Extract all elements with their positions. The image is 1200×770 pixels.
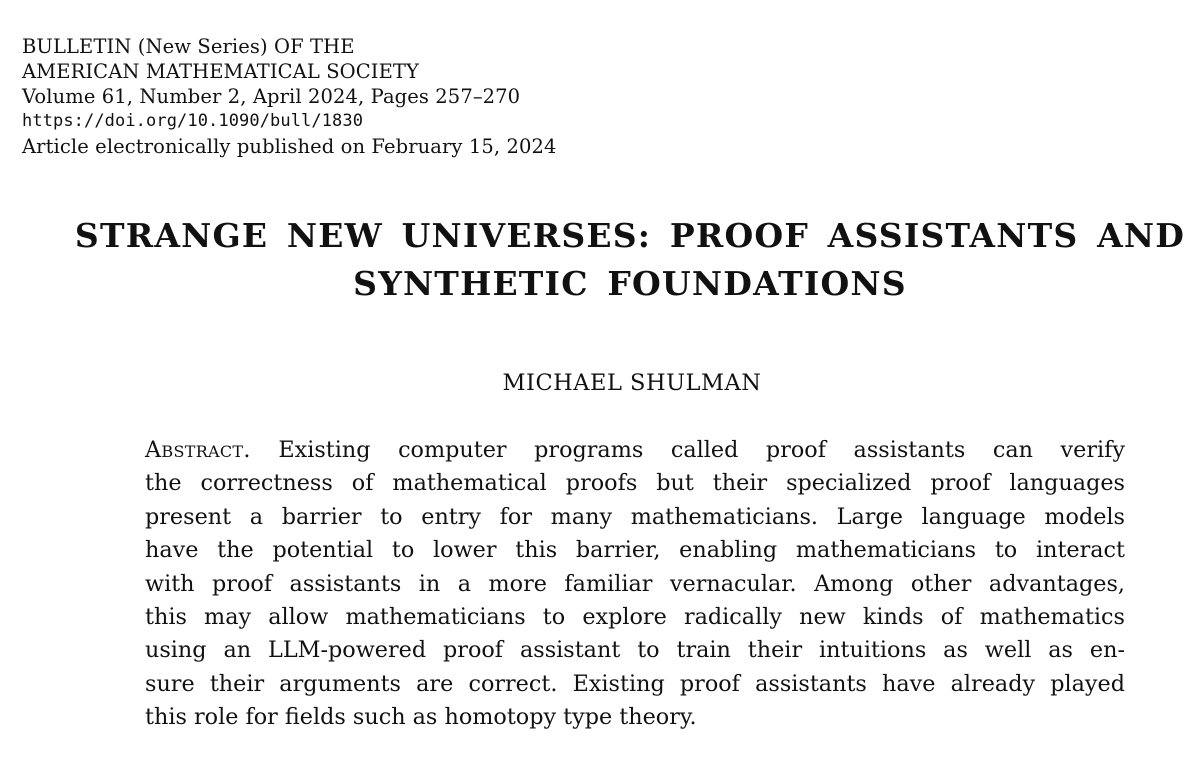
paper-title-line-2: SYNTHETIC FOUNDATIONS [353, 264, 907, 303]
abstract-line-3: present a barrier to entry for many mathematicians. Large language models [145, 503, 1125, 530]
journal-name-line-2: AMERICAN MATHEMATICAL SOCIETY [22, 60, 419, 83]
abstract-line-5: with proof assistants in a more familiar vernacular. Among other advantages, [145, 570, 1125, 597]
author-name: MICHAEL SHULMAN [502, 370, 762, 396]
abstract-line-7: using an LLM-powered proof assistant to train their intuitions as well as en- [145, 637, 1125, 664]
journal-name-line-1: BULLETIN (New Series) OF THE [22, 35, 355, 58]
publication-date: Article electronically published on February 15, 2024 [22, 135, 557, 158]
abstract-line-6: this may allow mathematicians to explore radically new kinds of mathematics [145, 604, 1125, 631]
abstract-line-1 [145, 434, 1125, 467]
abstract-line-8: sure their arguments are correct. Existing proof assistants have already played [145, 670, 1125, 697]
abstract-label: Abstract. [145, 437, 251, 463]
paper-title [60, 212, 1200, 308]
abstract-line-4: have the potential to lower this barrier, enabling mathematicians to interact [145, 537, 1125, 564]
abstract-line-2: the correctness of mathematical proofs but their specialized proof languages [145, 470, 1125, 497]
abstract-text: Existing computer programs called proof assistants can verify [250, 437, 1125, 463]
abstract-line-9: this role for fields such as homotopy type theory. [145, 704, 697, 731]
paper-title-line-1: STRANGE NEW UNIVERSES: PROOF ASSISTANTS AND [74, 216, 1186, 255]
journal-header [22, 34, 557, 159]
journal-volume: Volume 61, Number 2, April 2024, Pages 257–270 [22, 85, 521, 108]
abstract [145, 434, 1125, 735]
doi-link[interactable]: https://doi.org/10.1090/bull/1830 [22, 111, 364, 131]
